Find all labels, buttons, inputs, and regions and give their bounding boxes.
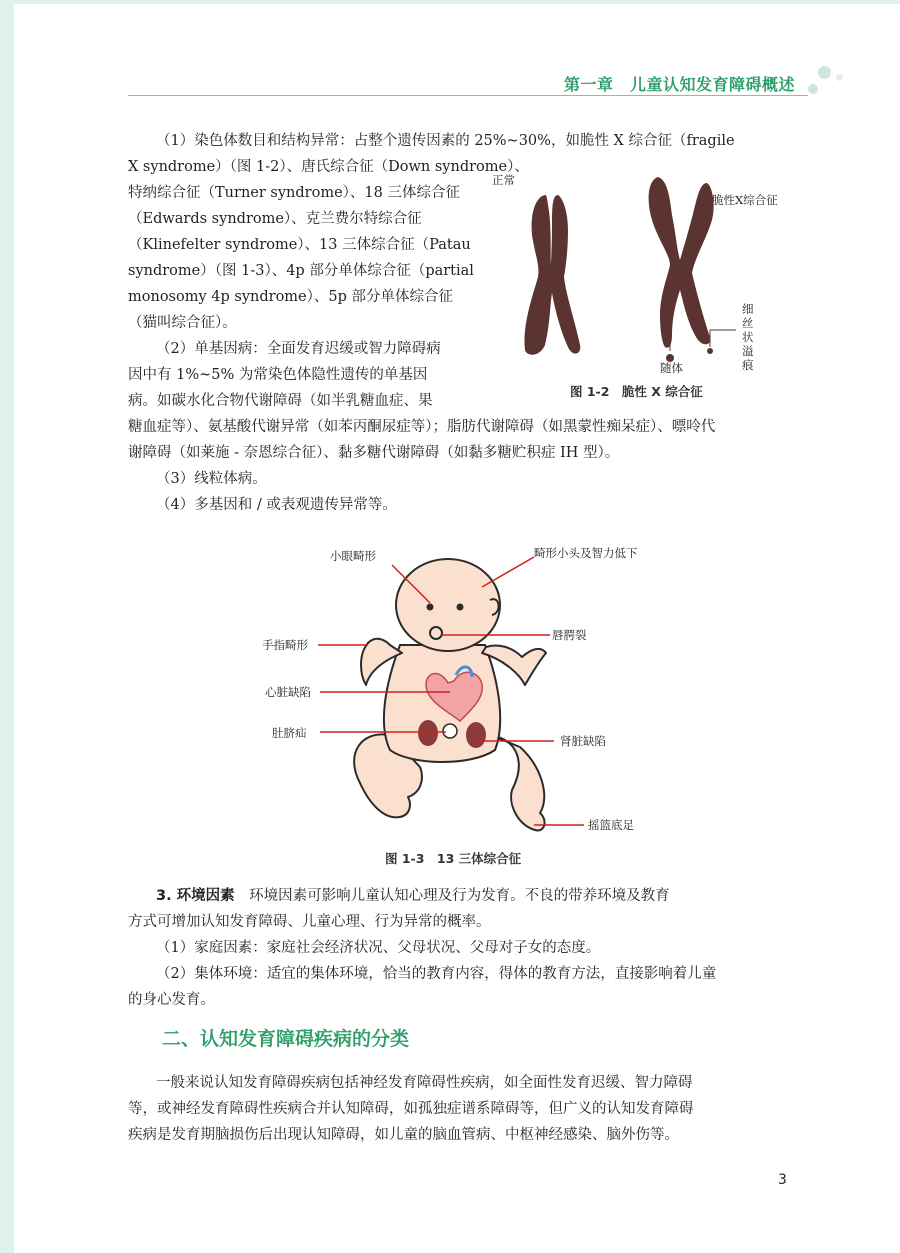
text-line (128, 883, 798, 909)
text-line: （3）线粒体病。 (156, 471, 267, 487)
label-microcephaly: 畸形小头及智力低下 (534, 546, 638, 560)
umbilical-hernia (443, 724, 457, 738)
text-line: 方式可增加认知发育障碍、儿童心理、行为异常的概率。 (128, 914, 491, 930)
head (396, 559, 500, 651)
figure-1-3-caption: 图 1-3 13 三体综合征 (385, 851, 522, 866)
decor-dot (836, 74, 843, 81)
left-eye (427, 604, 434, 611)
label-normal: 正常 (492, 173, 515, 187)
label-kidney: 肾脏缺陷 (560, 734, 606, 748)
label-finger: 手指畸形 (262, 638, 308, 652)
right-kidney (466, 722, 486, 748)
text-line: 疾病是发育期脑损伤后出现认知障碍，如儿童的脑血管病、中枢神经感染、脑外伤等。 (128, 1127, 679, 1143)
text-line: （1）家庭因素：家庭社会经济状况、父母状况、父母对子女的态度。 (156, 940, 601, 956)
left-margin-stripe (0, 0, 14, 1253)
text-line: （2）集体环境：适宜的集体环境，恰当的教育内容，得体的教育方法，直接影响着儿童 (156, 966, 717, 982)
text-line: 等，或神经发育障碍性疾病合并认知障碍，如孤独症谱系障碍等，但广义的认知发育障碍 (128, 1101, 694, 1117)
label-microphthalmia: 小眼畸形 (330, 549, 376, 563)
environment-factors-text (128, 883, 798, 1013)
text-line: 谢障碍（如莱施 - 奈恩综合征）、黏多糖代谢障碍（如黏多糖贮积症 IH 型）。 (128, 445, 620, 461)
left-kidney (418, 720, 438, 746)
text-line: 一般来说认知发育障碍疾病包括神经发育障碍性疾病，如全面性发育迟缓、智力障碍 (156, 1075, 693, 1091)
text-line: 糖血症等）、氨基酸代谢异常（如苯丙酮尿症等）；脂肪代谢障碍（如黑蒙性痴呆症）、嘌呤代 (128, 419, 716, 435)
decor-dot (818, 66, 831, 79)
right-eye (457, 604, 464, 611)
text-line: （Klinefelter syndrome）、13 三体综合征（Patau (128, 237, 471, 253)
baby-illustration (250, 535, 670, 845)
text-line: 因中有 1%~5% 为常染色体隐性遗传的单基因 (128, 367, 428, 383)
env-lead: 3. 环境因素 (156, 888, 235, 904)
env-line1: 环境因素可影响儿童认知心理及行为发育。不良的带养环境及教育 (234, 888, 670, 904)
label-heart: 心脏缺陷 (265, 685, 311, 699)
decor-dot (808, 84, 818, 94)
text-line: 特纳综合征（Turner syndrome）、18 三体综合征 (128, 185, 460, 201)
text-line: 病。如碳水化合物代谢障碍（如半乳糖血症、果 (128, 393, 433, 409)
top-margin-stripe (0, 0, 900, 4)
right-leg (490, 735, 545, 830)
fragile-chromosome-arm (649, 177, 714, 348)
label-cleft: 唇腭裂 (552, 628, 587, 642)
normal-chromosome-arm (524, 195, 580, 355)
text-line: syndrome）（图 1-3）、4p 部分单体综合征（partial (128, 263, 474, 279)
label-rocker: 摇篮底足 (588, 818, 634, 832)
text-line: 的身心发育。 (128, 992, 215, 1008)
label-fragile: 脆性X综合征 (712, 193, 778, 207)
label-hernia: 肚脐疝 (272, 726, 307, 740)
section-heading: 二、认知发育障碍疾病的分类 (162, 1028, 410, 1050)
pointer-microcephaly (482, 557, 534, 587)
text-line: X syndrome）（图 1-2）、唐氏综合征（Down syndrome）、 (128, 159, 529, 175)
figure-1-2-caption: 图 1-2 脆性 X 综合征 (570, 384, 703, 399)
page-number: 3 (778, 1172, 787, 1188)
header-rule (128, 95, 808, 96)
text-line: monosomy 4p syndrome）、5p 部分单体综合征 (128, 289, 453, 305)
text-line: （4）多基因和 / 或表观遗传异常等。 (156, 497, 397, 513)
text-line: （猫叫综合征）。 (128, 315, 237, 331)
text-line: （Edwards syndrome）、克兰费尔特综合征 (128, 211, 422, 227)
label-trace: 细丝状溢痕 (742, 302, 754, 372)
classification-text (128, 1070, 798, 1148)
label-satellite: 随体 (660, 361, 683, 375)
text-line: （2）单基因病：全面发育迟缓或智力障碍病 (156, 341, 441, 357)
satellite-dot (707, 348, 713, 354)
text-line: （1）染色体数目和结构异常：占整个遗传因素的 25%~30%，如脆性 X 综合征（fragile (156, 133, 735, 149)
chapter-header: 第一章 儿童认知发育障碍概述 (563, 75, 795, 94)
